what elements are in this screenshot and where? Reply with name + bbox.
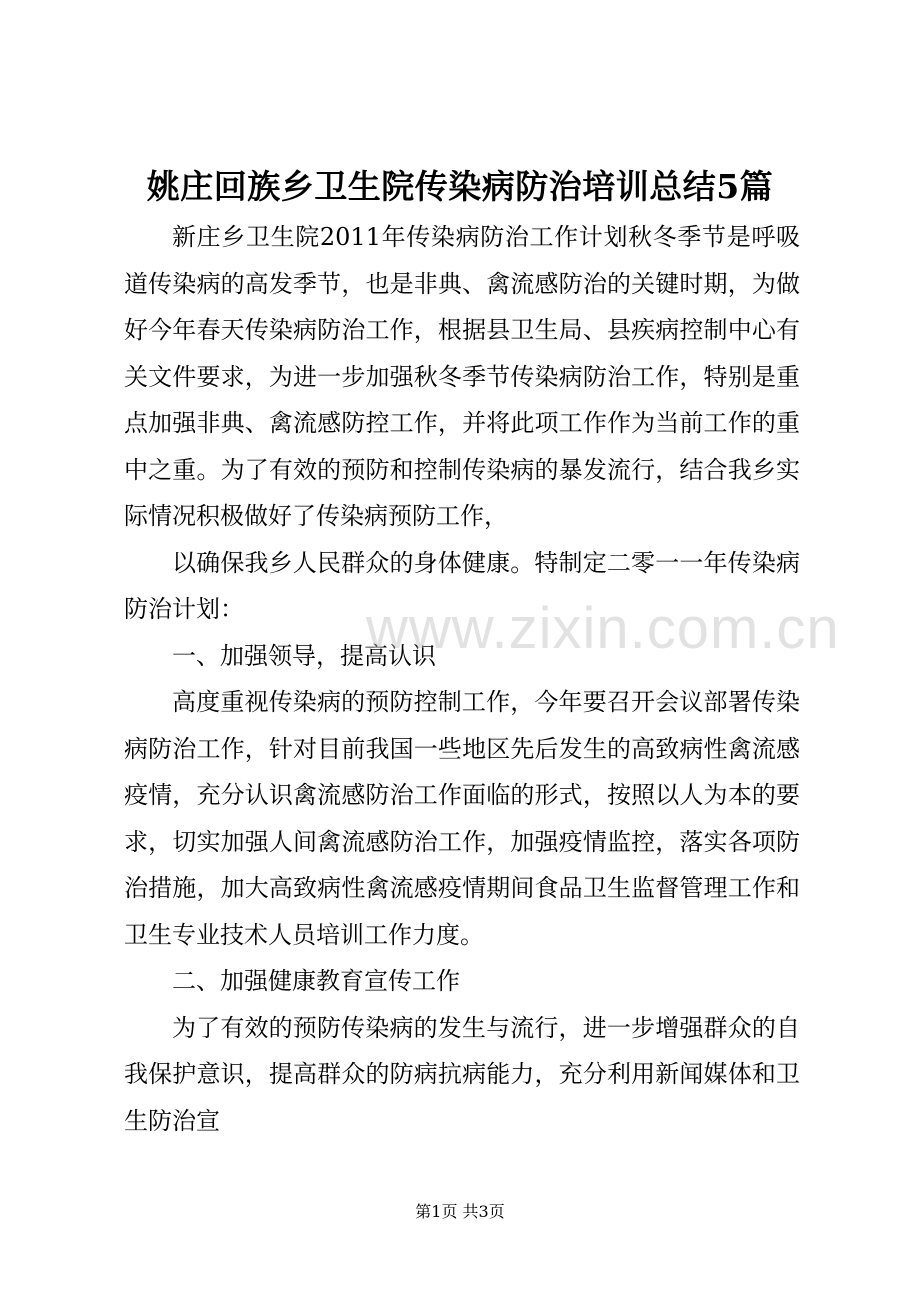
watermark: www.zixin.com.cn (366, 596, 840, 661)
document-title: 姚庄回族乡卫生院传染病防治培训总结5篇 (146, 167, 774, 206)
paragraph-intro: 新庄乡卫生院2011年传染病防治工作计划秋冬季节是呼吸道传染病的高发季节，也是非典、禽流感防治的关键时期，为做好今年春天传染病防治工作，根据县卫生局、县疾病控制中心有关文件要求，为进一步加强秋冬季节传染病防治工作，特别是重点加强非典、禽流感防控工作，并将此项工作作为当前工作的重中之重。为了有效的预防和控制传染病的暴发流行，结合我乡实际情况积极做好了传染病预防工作， (124, 223, 800, 530)
document-body (124, 214, 800, 1144)
paragraph-purpose: 以确保我乡人民群众的身体健康。特制定二零一一年传染病防治计划： (124, 548, 800, 623)
section-heading-1: 一、加强领导，提高认识 (172, 641, 436, 670)
page-footer: 第1页 共3页 (415, 1202, 505, 1221)
section-heading-2: 二、加强健康教育宣传工作 (172, 967, 460, 995)
paragraph-section-2: 为了有效的预防传染病的发生与流行，进一步增强群众的自我保护意识，提高群众的防病抗病能力，充分利用新闻媒体和卫生防治宣 (124, 1013, 800, 1135)
paragraph-section-1: 高度重视传染病的预防控制工作，今年要召开会议部署传染病防治工作，针对目前我国一些地区先后发生的高致病性禽流感疫情，充分认识禽流感防治工作面临的形式，按照以人为本的要求，切实加强人间禽流感防治工作，加强疫情监控，落实各项防治措施，加大高致病性禽流感疫情期间食品卫生监督管理工作和卫生专业技术人员培训工作力度。 (124, 688, 800, 949)
